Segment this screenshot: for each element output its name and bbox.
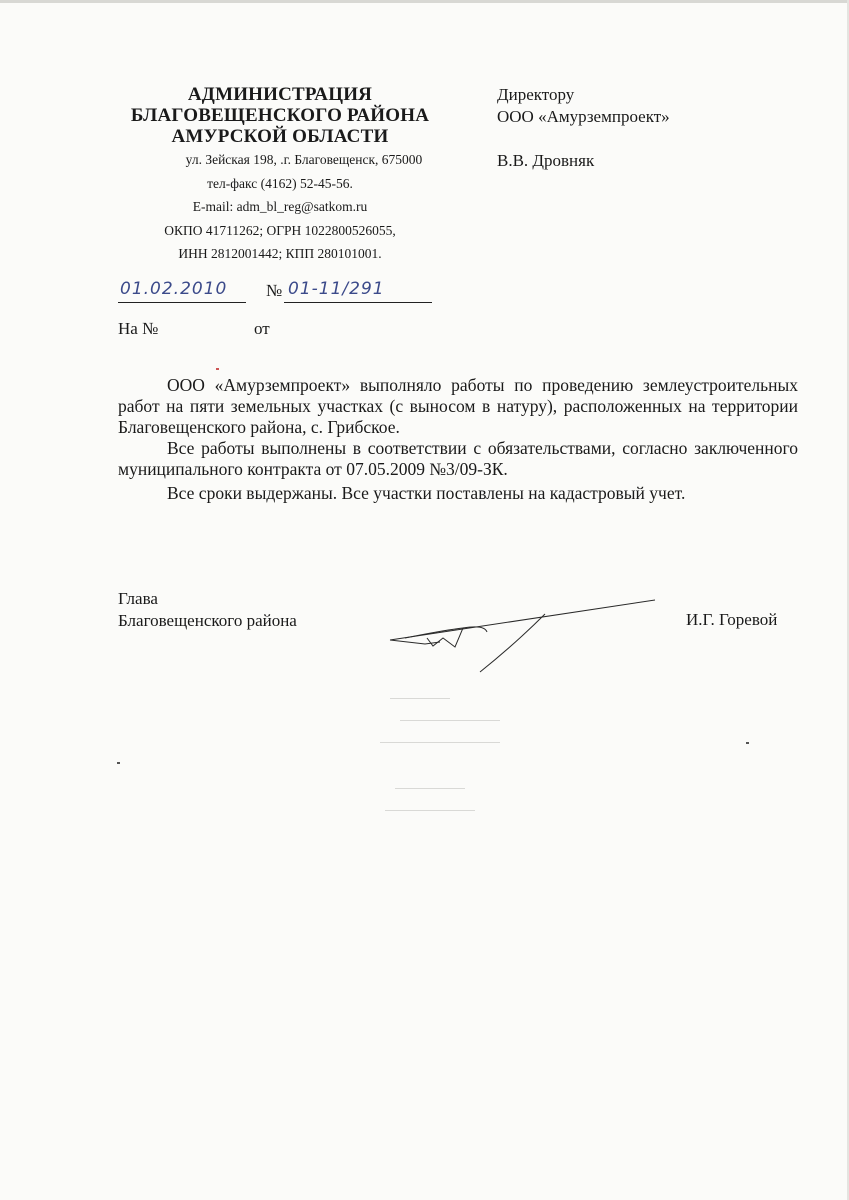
signatory-position <box>118 588 297 632</box>
registration-number-line <box>284 302 432 303</box>
signatory-position-line1: Глава <box>118 589 158 608</box>
recipient-company: ООО «Амурземпроект» <box>497 107 670 126</box>
body-paragraph-2: Все работы выполнены в соответствии с обязательствами, согласно заключенного муниципального контракта от 07.05.2009 №3/09-ЗК. <box>118 438 798 479</box>
body-paragraph-3: Все сроки выдержаны. Все участки поставлены на кадастровый учет. <box>167 483 686 503</box>
registration-number: 01-11/291 <box>288 279 385 299</box>
reference-row <box>118 319 270 339</box>
reference-number-label: На № <box>118 319 159 338</box>
scan-speck <box>746 742 749 744</box>
recipient-name: В.В. Дровняк <box>497 151 595 170</box>
recipient-block <box>497 84 670 172</box>
registration-date-line <box>118 302 246 303</box>
recipient-title: Директору <box>497 85 575 104</box>
registration-number-sign: № <box>266 281 283 300</box>
scan-speck <box>117 762 120 764</box>
sender-phone: тел-факс (4162) 52-45-56. <box>207 175 353 191</box>
org-name-line1: АДМИНИСТРАЦИЯ <box>187 84 373 105</box>
sender-codes-inn: ИНН 2812001442; КПП 280101001. <box>178 246 382 261</box>
letter-body <box>118 375 798 504</box>
registration-date: 01.02.2010 <box>120 279 228 299</box>
sender-address: ул. Зейская 198, .г. Благовещенск, 675000 <box>185 152 423 167</box>
sender-email: E-mail: adm_bl_reg@satkom.ru <box>192 199 368 214</box>
signatory-name: И.Г. Горевой <box>686 610 778 629</box>
registration-row <box>118 278 438 304</box>
org-name-line3: АМУРСКОЙ ОБЛАСТИ <box>171 126 389 147</box>
handwritten-signature <box>385 592 665 692</box>
scan-edge-top <box>0 0 849 3</box>
sender-codes-okpo: ОКПО 41711262; ОГРН 1022800526055, <box>164 222 396 238</box>
sender-letterhead <box>110 84 450 266</box>
reference-from-label: от <box>254 319 270 338</box>
signatory-position-line2: Благовещенского района <box>118 611 297 630</box>
faint-stamp-residue <box>350 680 570 830</box>
org-name-line2: БЛАГОВЕЩЕНСКОГО РАЙОНА <box>130 105 430 126</box>
scan-speck <box>216 368 219 370</box>
body-paragraph-1: ООО «Амурземпроект» выполняло работы по проведению землеустроительных работ на пяти земельных участках (с выносом в натуру), расположенных на территории Благовещенского района, с. Грибское. <box>118 375 798 437</box>
